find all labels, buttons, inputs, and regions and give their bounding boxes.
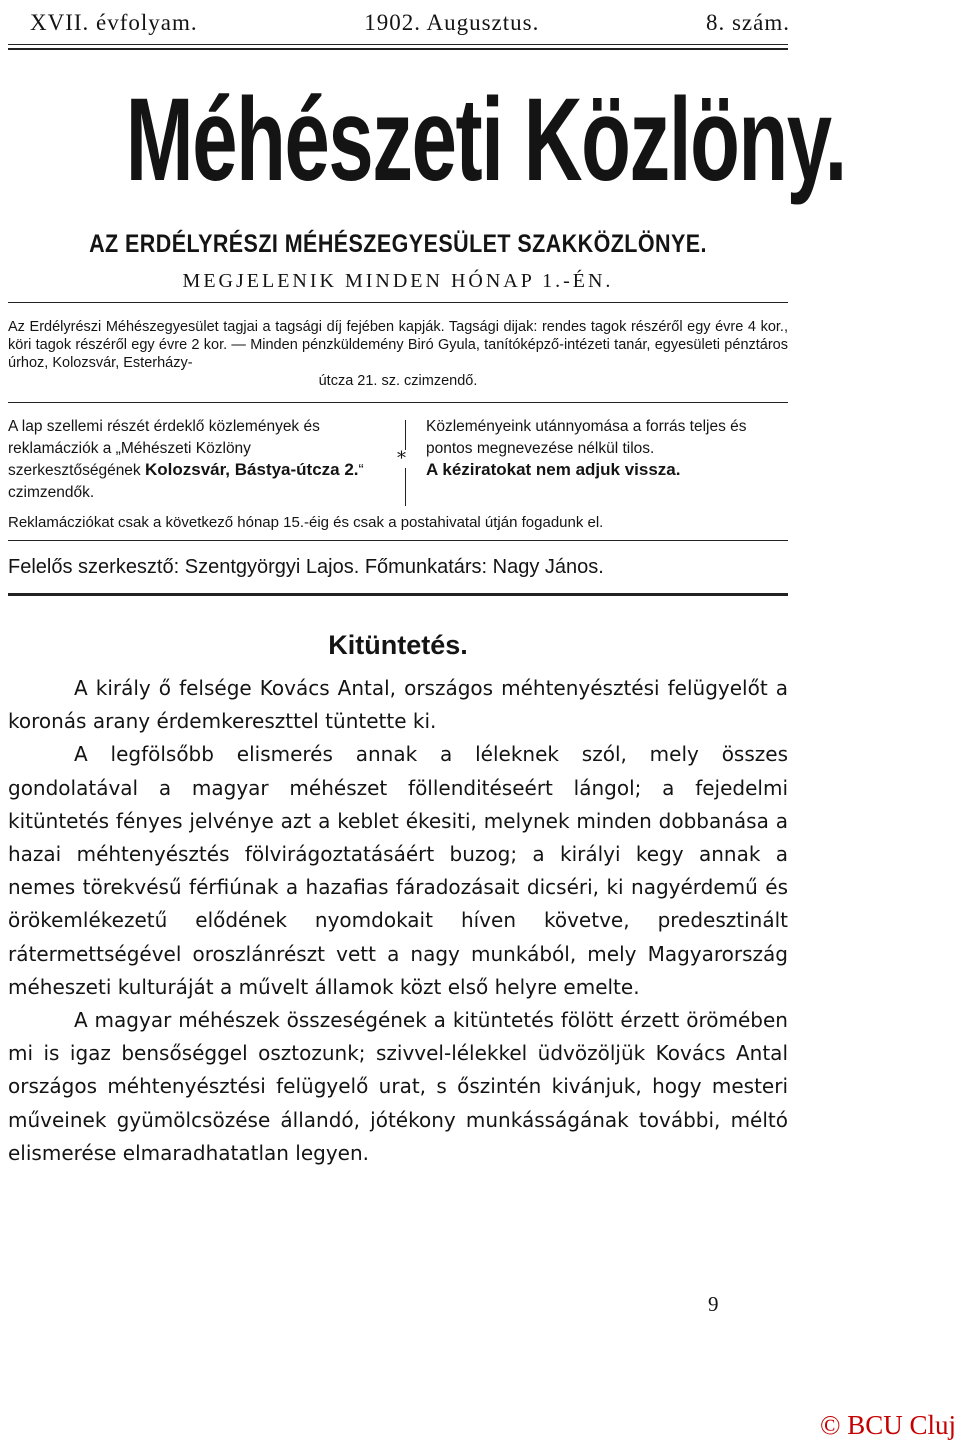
notice-text: Az Erdélyrészi Méhészegyesület tagjai a tagsági díj fejében kapják. Tagsági dijak: rendes tagok részéről egy évre 4 kor., köri tagok részéről egy évre 2 kor. — Minden pénzküldemény Biró Gyula, tanítóképző-intézeti tanár, egyesületi pénztáros úrhoz, Kolozsvár, Esterházy- — [8, 319, 788, 371]
issue-header — [30, 8, 790, 38]
divider-asterisk: * — [397, 448, 406, 469]
header-rule-thick — [8, 48, 788, 50]
notice-rule-top — [8, 302, 788, 303]
subscription-notice — [8, 318, 788, 390]
library-watermark: © BCU Cluj — [819, 1410, 956, 1440]
notice-text-end: útcza 21. sz. czimzendő. — [318, 373, 478, 389]
editorial-contact — [8, 416, 384, 503]
complaints-notice: Reklamácziókat csak a következő hónap 15.-éig és csak a postahivatal útján fogadunk el. — [8, 514, 604, 531]
info-columns — [8, 416, 788, 508]
masthead-title: Méhészeti Közlöny. — [125, 74, 846, 206]
article-paragraph: A legfölsőbb elismerés annak a léleknek szól, mely összes gondolatával a magyar méhészet föllenditéseért lángol; a fejedelmi kitüntetés fényes jelvénye azt a keblet ékesiti, melynek minden dobbanása a hazai méhtenyésztés fölvirágoztatásáért buzog; a királyi kegy annak a nemes törekvésű férfiúnak a hazafias fáradozásait dicséri, ki nagyérdemű és örökemlékezetű elődének nyomdokait híven követve, predesztinált rátermettségével oroszlánrészt vett a nagy munkából, mely Magyarország méheszeti kulturáját a művelt államok közt első helyre emelte. — [8, 742, 788, 999]
header-rule-thin — [8, 44, 788, 45]
date-label: 1902. Augusztus. — [364, 10, 540, 35]
reprint-text: Közleményeink utánnyomása a forrás teljes és pontos megnevezése nélkül tilos. — [426, 418, 747, 457]
editors-rule-bottom — [8, 593, 788, 596]
publication-schedule: MEGJELENIK MINDEN HÓNAP 1.-ÉN. — [182, 270, 614, 292]
manuscript-notice: A kéziratokat nem adjuk vissza. — [426, 460, 681, 479]
contact-text: A lap szellemi részét érdeklő közlemények és reklamácziók a „Méhészeti Közlöny szerkesztőségének — [8, 418, 320, 479]
editors-rule-top — [8, 540, 788, 541]
coworker-label: Főmunkatárs: — [364, 556, 488, 578]
notice-rule-bottom — [8, 402, 788, 403]
article-title: Kitüntetés. — [328, 630, 468, 660]
editor-name: Szentgyörgyi Lajos. — [184, 556, 360, 578]
volume-label: XVII. évfolyam. — [30, 10, 198, 35]
editors-line — [8, 556, 788, 579]
article-paragraph: A király ő felsége Kovács Antal, országos méhtenyésztési felügyelőt a koronás arany érdemkereszttel tüntette ki. — [8, 676, 788, 734]
contact-tail: “ czimzendők. — [8, 462, 364, 501]
article-paragraph: A magyar méhészek összeségének a kitüntetés fölött érzett örömében mi is igaz bensőséggel osztozunk; szivvel-lélekkel üdvözöljük Kovács Antal országos méhtenyésztési felügyelő urat, s őszintén kivánjuk, hogy mesteri műveinek gyümölcsözése állandó, jótékony munkásságának további, méltó elismerése elmaradhatatlan legyen. — [8, 1008, 788, 1165]
coworker-name: Nagy János. — [492, 556, 604, 578]
masthead-subtitle: AZ ERDÉLYRÉSZI MÉHÉSZEGYESÜLET SZAKKÖZLÖNYE. — [89, 230, 707, 258]
page-number: 9 — [708, 1292, 719, 1316]
article-body — [8, 672, 788, 1170]
editor-label: Felelős szerkesztő: — [8, 556, 180, 578]
contact-address: Kolozsvár, Bástya-útcza 2. — [145, 460, 359, 479]
reprint-notice — [426, 416, 788, 482]
issue-label: 8. szám. — [705, 10, 790, 35]
